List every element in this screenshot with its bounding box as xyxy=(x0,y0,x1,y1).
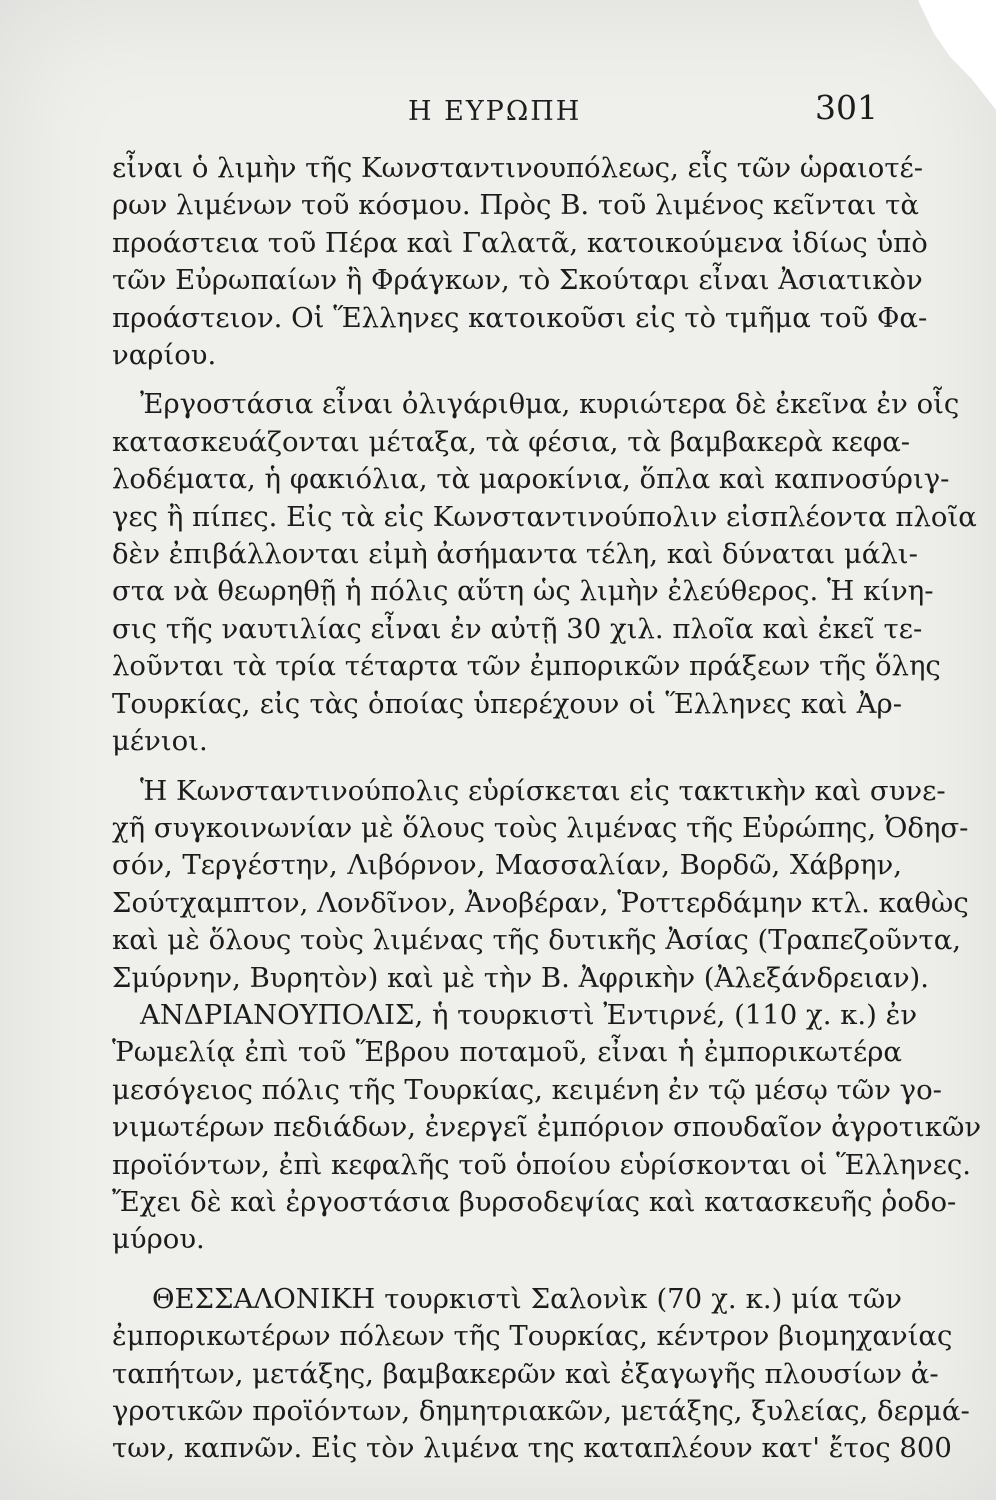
paragraph xyxy=(112,773,969,997)
text-line: Σμύρνην, Βυρητὸν) καὶ μὲ τὴν Β. Ἀφρικὴν (Ἀλεξάνδρειαν). xyxy=(112,961,930,994)
text-line: καὶ μὲ ὅλους τοὺς λιμένας τῆς δυτικῆς Ἀσίας (Τραπεζοῦντα, xyxy=(112,924,962,957)
text-line: μύρου. xyxy=(112,1223,205,1256)
text-line: σις τῆς ναυτιλίας εἶναι ἐν αὐτῇ 30 χιλ. πλοῖα καὶ ἐκεῖ τε- xyxy=(112,612,923,645)
text-line: δὲν ἐπιβάλλονται εἰμὴ ἀσήμαντα τέλη, καὶ δύναται μάλι- xyxy=(112,538,918,571)
text-line: Ῥωμελίᾳ ἐπὶ τοῦ Ἕβρου ποταμοῦ, εἶναι ἡ ἐμπορικωτέρα xyxy=(112,1036,902,1069)
text-line: των, καπνῶν. Εἰς τὸν λιμένα της καταπλέουν κατ' ἔτος 800 xyxy=(112,1432,952,1465)
paragraph xyxy=(112,1281,970,1468)
text-line: γροτικῶν προϊόντων, δημητριακῶν, μετάξης, ξυλείας, δερμά- xyxy=(112,1395,970,1427)
text-line: λοῦνται τὰ τρία τέταρτα τῶν ἐμπορικῶν πράξεων τῆς ὅλης xyxy=(112,650,941,683)
text-line: Σούτχαμπτον, Λονδῖνον, Ἀνοβέραν, Ῥοττερδάμην κτλ. καθὼς xyxy=(112,886,969,919)
text-line: ΘΕΣΣΑΛΟΝΙΚΗ τουρκιστὶ Σαλονὶκ (70 χ. κ.) μία τῶν xyxy=(152,1282,902,1315)
text-line: ΑΝΔΡΙΑΝΟΥΠΟΛΙΣ, ἡ τουρκιστὶ Ἐντιρνέ, (110 χ. κ.) ἐν xyxy=(140,998,918,1031)
text-line: τῶν Εὐρωπαίων ἢ Φράγκων, τὸ Σκούταρι εἶναι Ἀσιατικὸν xyxy=(112,264,923,297)
text-line: προάστεια τοῦ Πέρα καὶ Γαλατᾶ, κατοικούμενα ἰδίως ὑπὸ xyxy=(112,226,928,259)
text-line: Ἡ Κωνσταντινούπολις εὑρίσκεται εἰς τακτικὴν καὶ συνε- xyxy=(140,774,946,807)
text-line: Ἐργοστάσια εἶναι ὀλιγάριθμα, κυριώτερα δὲ ἐκεῖνα ἐν οἷς xyxy=(140,388,960,421)
text-line: μένιοι. xyxy=(112,725,208,758)
text-line: σόν, Τεργέστην, Λιβόρνον, Μασσαλίαν, Βορδῶ, Χάβρην, xyxy=(112,849,902,882)
text-line: ἐμπορικωτέρων πόλεων τῆς Τουρκίας, κέντρον βιομηχανίας xyxy=(112,1320,953,1353)
page-number: 301 xyxy=(815,88,878,127)
text-line: γες ἢ πίπες. Εἰς τὰ εἰς Κωνσταντινούπολιν εἰσπλέοντα πλοῖα xyxy=(112,500,977,533)
page-header xyxy=(0,88,996,138)
text-line: νιμωτέρων πεδιάδων, ἐνεργεῖ ἐμπόριον σπουδαῖον ἀγροτικῶν xyxy=(112,1111,982,1144)
text-line: λοδέματα, ἡ φακιόλια, τὰ μαροκίνια, ὅπλα καὶ καπνοσύριγ- xyxy=(112,463,950,496)
text-line: ταπήτων, μετάξης, βαμβακερῶν καὶ ἐξαγωγῆς πλουσίων ἀ- xyxy=(112,1357,939,1390)
text-line: προϊόντων, ἐπὶ κεφαλῆς τοῦ ὁποίου εὑρίσκονται οἱ Ἕλληνες. xyxy=(112,1148,971,1181)
text-line: προάστειον. Οἱ Ἕλληνες κατοικοῦσι εἰς τὸ τμῆμα τοῦ Φα- xyxy=(112,301,928,334)
text-line: ρων λιμένων τοῦ κόσμου. Πρὸς Β. τοῦ λιμένος κεῖνται τὰ xyxy=(112,189,919,222)
text-line: μεσόγειος πόλις τῆς Τουρκίας, κειμένη ἐν τῷ μέσῳ τῶν γο- xyxy=(112,1073,942,1106)
text-line: ναρίου. xyxy=(112,339,217,372)
running-title: Η ΕΥΡΩΠΗ xyxy=(408,96,582,127)
body-text xyxy=(112,150,982,1468)
text-line: κατασκευάζονται μέταξα, τὰ φέσια, τὰ βαμβακερὰ κεφα- xyxy=(112,425,911,458)
text-line: Τουρκίας, εἰς τὰς ὁποίας ὑπερέχουν οἱ Ἕλληνες καὶ Ἀρ- xyxy=(112,687,902,720)
text-line: εἶναι ὁ λιμὴν τῆς Κωνσταντινουπόλεως, εἷς τῶν ὡραιοτέ- xyxy=(112,152,924,184)
paragraph xyxy=(112,997,982,1259)
text-line: Ἔχει δὲ καὶ ἐργοστάσια βυρσοδεψίας καὶ κατασκευῆς ῥοδο- xyxy=(112,1185,957,1218)
text-line: χῆ συγκοινωνίαν μὲ ὅλους τοὺς λιμένας τῆς Εὐρώπης, Ὀδησ- xyxy=(112,811,969,844)
text-line: στα νὰ θεωρηθῇ ἡ πόλις αὕτη ὡς λιμὴν ἐλεύθερος. Ἡ κίνη- xyxy=(112,575,934,608)
paragraph xyxy=(112,150,928,374)
paragraph xyxy=(112,386,977,760)
